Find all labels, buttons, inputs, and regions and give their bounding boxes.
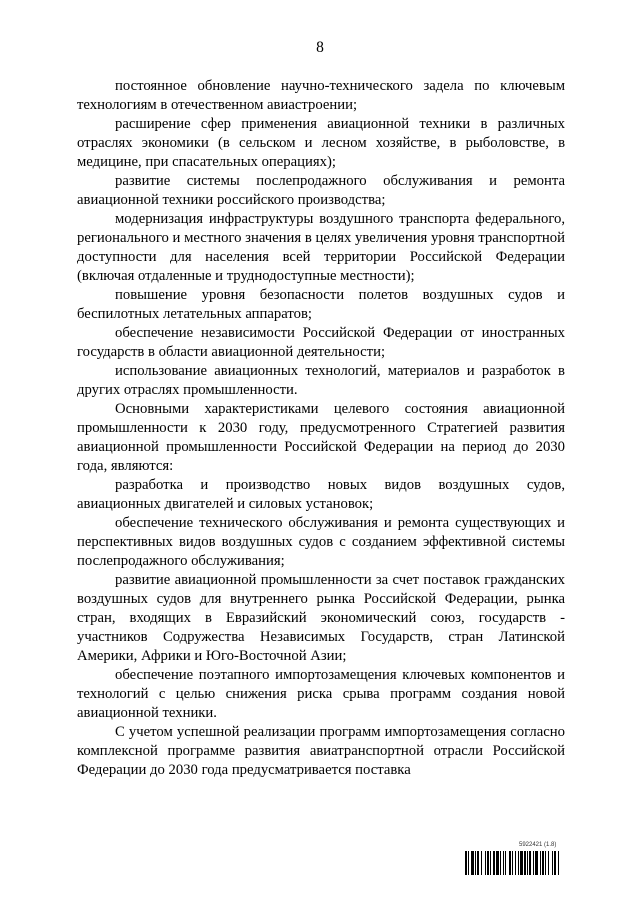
paragraph: разработка и производство новых видов воздушных судов, авиационных двигателей и силовых установок; [77, 477, 565, 512]
document-code: 5922421 (1.8) [519, 842, 557, 848]
paragraph: модернизация инфраструктуры воздушного транспорта федерального, регионального и местного значения в целях увеличения уровня транспортной доступности для населения всей территории Российской Федерации (включая отдаленные и труднодоступные местности); [77, 211, 565, 284]
body-text [77, 77, 565, 780]
paragraph: обеспечение технического обслуживания и ремонта существующих и перспективных видов воздушных судов с созданием эффективной системы послепродажного обслуживания; [77, 515, 565, 569]
barcode-bar [559, 851, 560, 875]
paragraph: развитие системы послепродажного обслуживания и ремонта авиационной техники российского производства; [77, 173, 565, 208]
paragraph: развитие авиационной промышленности за счет поставок гражданских воздушных судов для внутреннего рынка Российской Федерации, рынка стран, входящих в Евразийский экономический союз, государств - участников Содружества Независимых Государств, стран Латинской Америки, Африки и Юго-Восточной Азии; [77, 572, 565, 664]
paragraph: повышение уровня безопасности полетов воздушных судов и беспилотных летательных аппаратов; [77, 287, 565, 322]
paragraph: обеспечение поэтапного импортозамещения ключевых компонентов и технологий с целью снижения риска срыва программ создания новой авиационной техники. [77, 667, 565, 721]
barcode-icon [465, 851, 617, 875]
paragraph: С учетом успешной реализации программ импортозамещения согласно комплексной программе развития авиатранспортной отрасли Российской Федерации до 2030 года предусматривается поставка [77, 724, 565, 778]
paragraph: постоянное обновление научно-технического задела по ключевым технологиям в отечественном авиастроении; [77, 78, 565, 113]
paragraph: расширение сфер применения авиационной техники в различных отраслях экономики (в сельском и лесном хозяйстве, в рыболовстве, в медицине, при спасательных операциях); [77, 116, 565, 170]
document-footer [465, 842, 617, 882]
paragraph: обеспечение независимости Российской Федерации от иностранных государств в области авиационной деятельности; [77, 325, 565, 360]
page-number: 8 [316, 39, 324, 56]
paragraph: Основными характеристиками целевого состояния авиационной промышленности к 2030 году, предусмотренного Стратегией развития авиационной промышленности Российской Федерации на период до 2030 года, являются: [77, 401, 565, 474]
paragraph: использование авиационных технологий, материалов и разработок в других отраслях промышленности. [77, 363, 565, 398]
